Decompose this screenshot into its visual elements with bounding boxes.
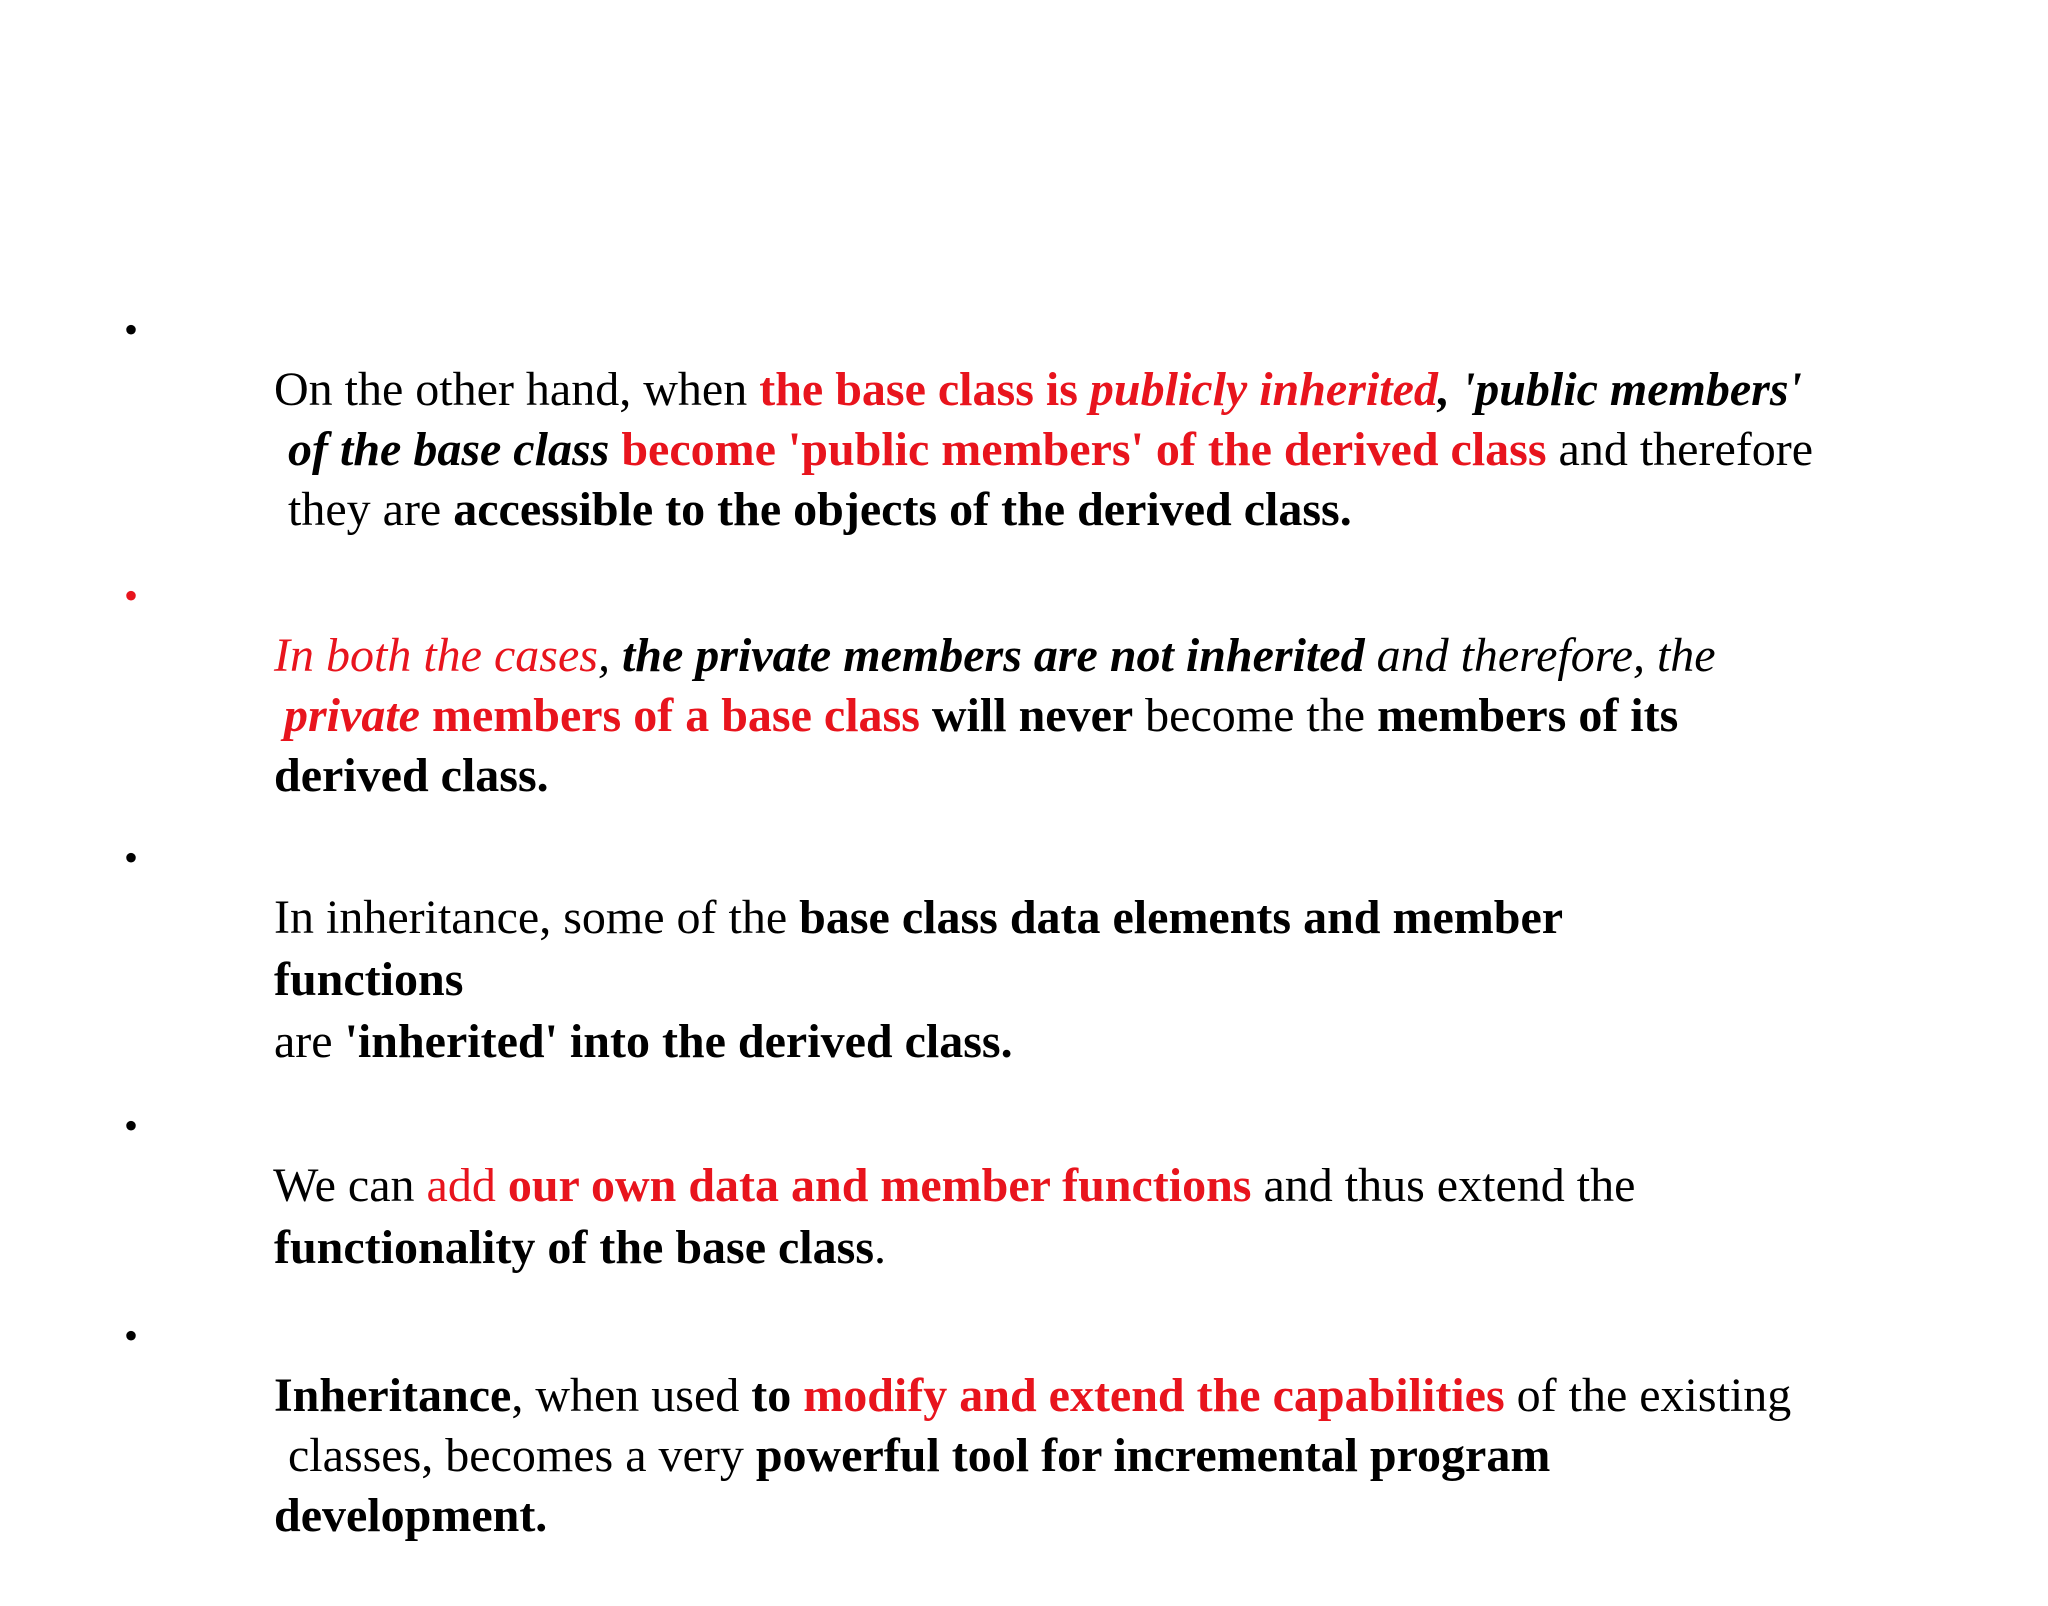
- text-run: ,: [597, 629, 622, 682]
- text-run: functionality of the base class: [274, 1221, 874, 1274]
- text-run: add: [426, 1159, 508, 1212]
- text-run: , when used: [511, 1369, 752, 1422]
- text-run: private: [284, 689, 420, 742]
- text-run: are: [274, 1015, 345, 1068]
- text-run: derived class.: [274, 749, 549, 802]
- bullet-line: [202, 1426, 547, 1606]
- text-run: .: [874, 1221, 886, 1274]
- text-run: Inheritance: [274, 1369, 512, 1422]
- text-run: and therefore, the: [1364, 629, 1716, 682]
- bullet-marker: •: [124, 573, 139, 618]
- text-run: of the base class: [288, 423, 610, 476]
- text-run: On the other hand, when: [274, 363, 760, 416]
- bullet-marker: •: [124, 307, 139, 352]
- text-run: In both the cases: [274, 629, 598, 682]
- text-run: they are: [288, 483, 454, 536]
- text-run: base class data elements and member: [799, 891, 1564, 944]
- bullet-marker: •: [124, 1103, 139, 1148]
- text-run: We can: [273, 1159, 427, 1212]
- text-run: the base class is: [759, 363, 1090, 416]
- text-run: of the existing: [1504, 1369, 1792, 1422]
- text-run: accessible to the objects of the derived class.: [453, 483, 1352, 536]
- text-run: members of its: [1377, 689, 1679, 742]
- text-run: development.: [274, 1489, 548, 1542]
- text-run: In inheritance, some of the: [274, 891, 800, 944]
- text-run: 'inherited' into the derived class.: [344, 1015, 1013, 1068]
- text-run: the private members are not inherited: [621, 629, 1365, 682]
- text-run: classes, becomes a very: [288, 1429, 756, 1482]
- text-run: powerful tool for incremental program: [755, 1429, 1551, 1482]
- text-run: publicly inherited: [1089, 363, 1438, 416]
- text-run: will never: [919, 689, 1134, 742]
- text-run: become 'public members' of the derived class: [609, 423, 1547, 476]
- bullet-marker: •: [124, 1313, 139, 1358]
- text-run: modify and extend the capabilities: [803, 1369, 1505, 1422]
- text-run: our own data and member functions: [507, 1159, 1252, 1212]
- text-run: functions: [274, 953, 464, 1006]
- text-run: to: [751, 1369, 804, 1422]
- text-run: , 'public members': [1437, 363, 1802, 416]
- text-run: and therefore: [1546, 423, 1814, 476]
- bullet-marker: •: [124, 835, 139, 880]
- text-run: become the: [1133, 689, 1378, 742]
- text-run: members of a base class: [419, 689, 920, 742]
- text-run: and thus extend the: [1251, 1159, 1636, 1212]
